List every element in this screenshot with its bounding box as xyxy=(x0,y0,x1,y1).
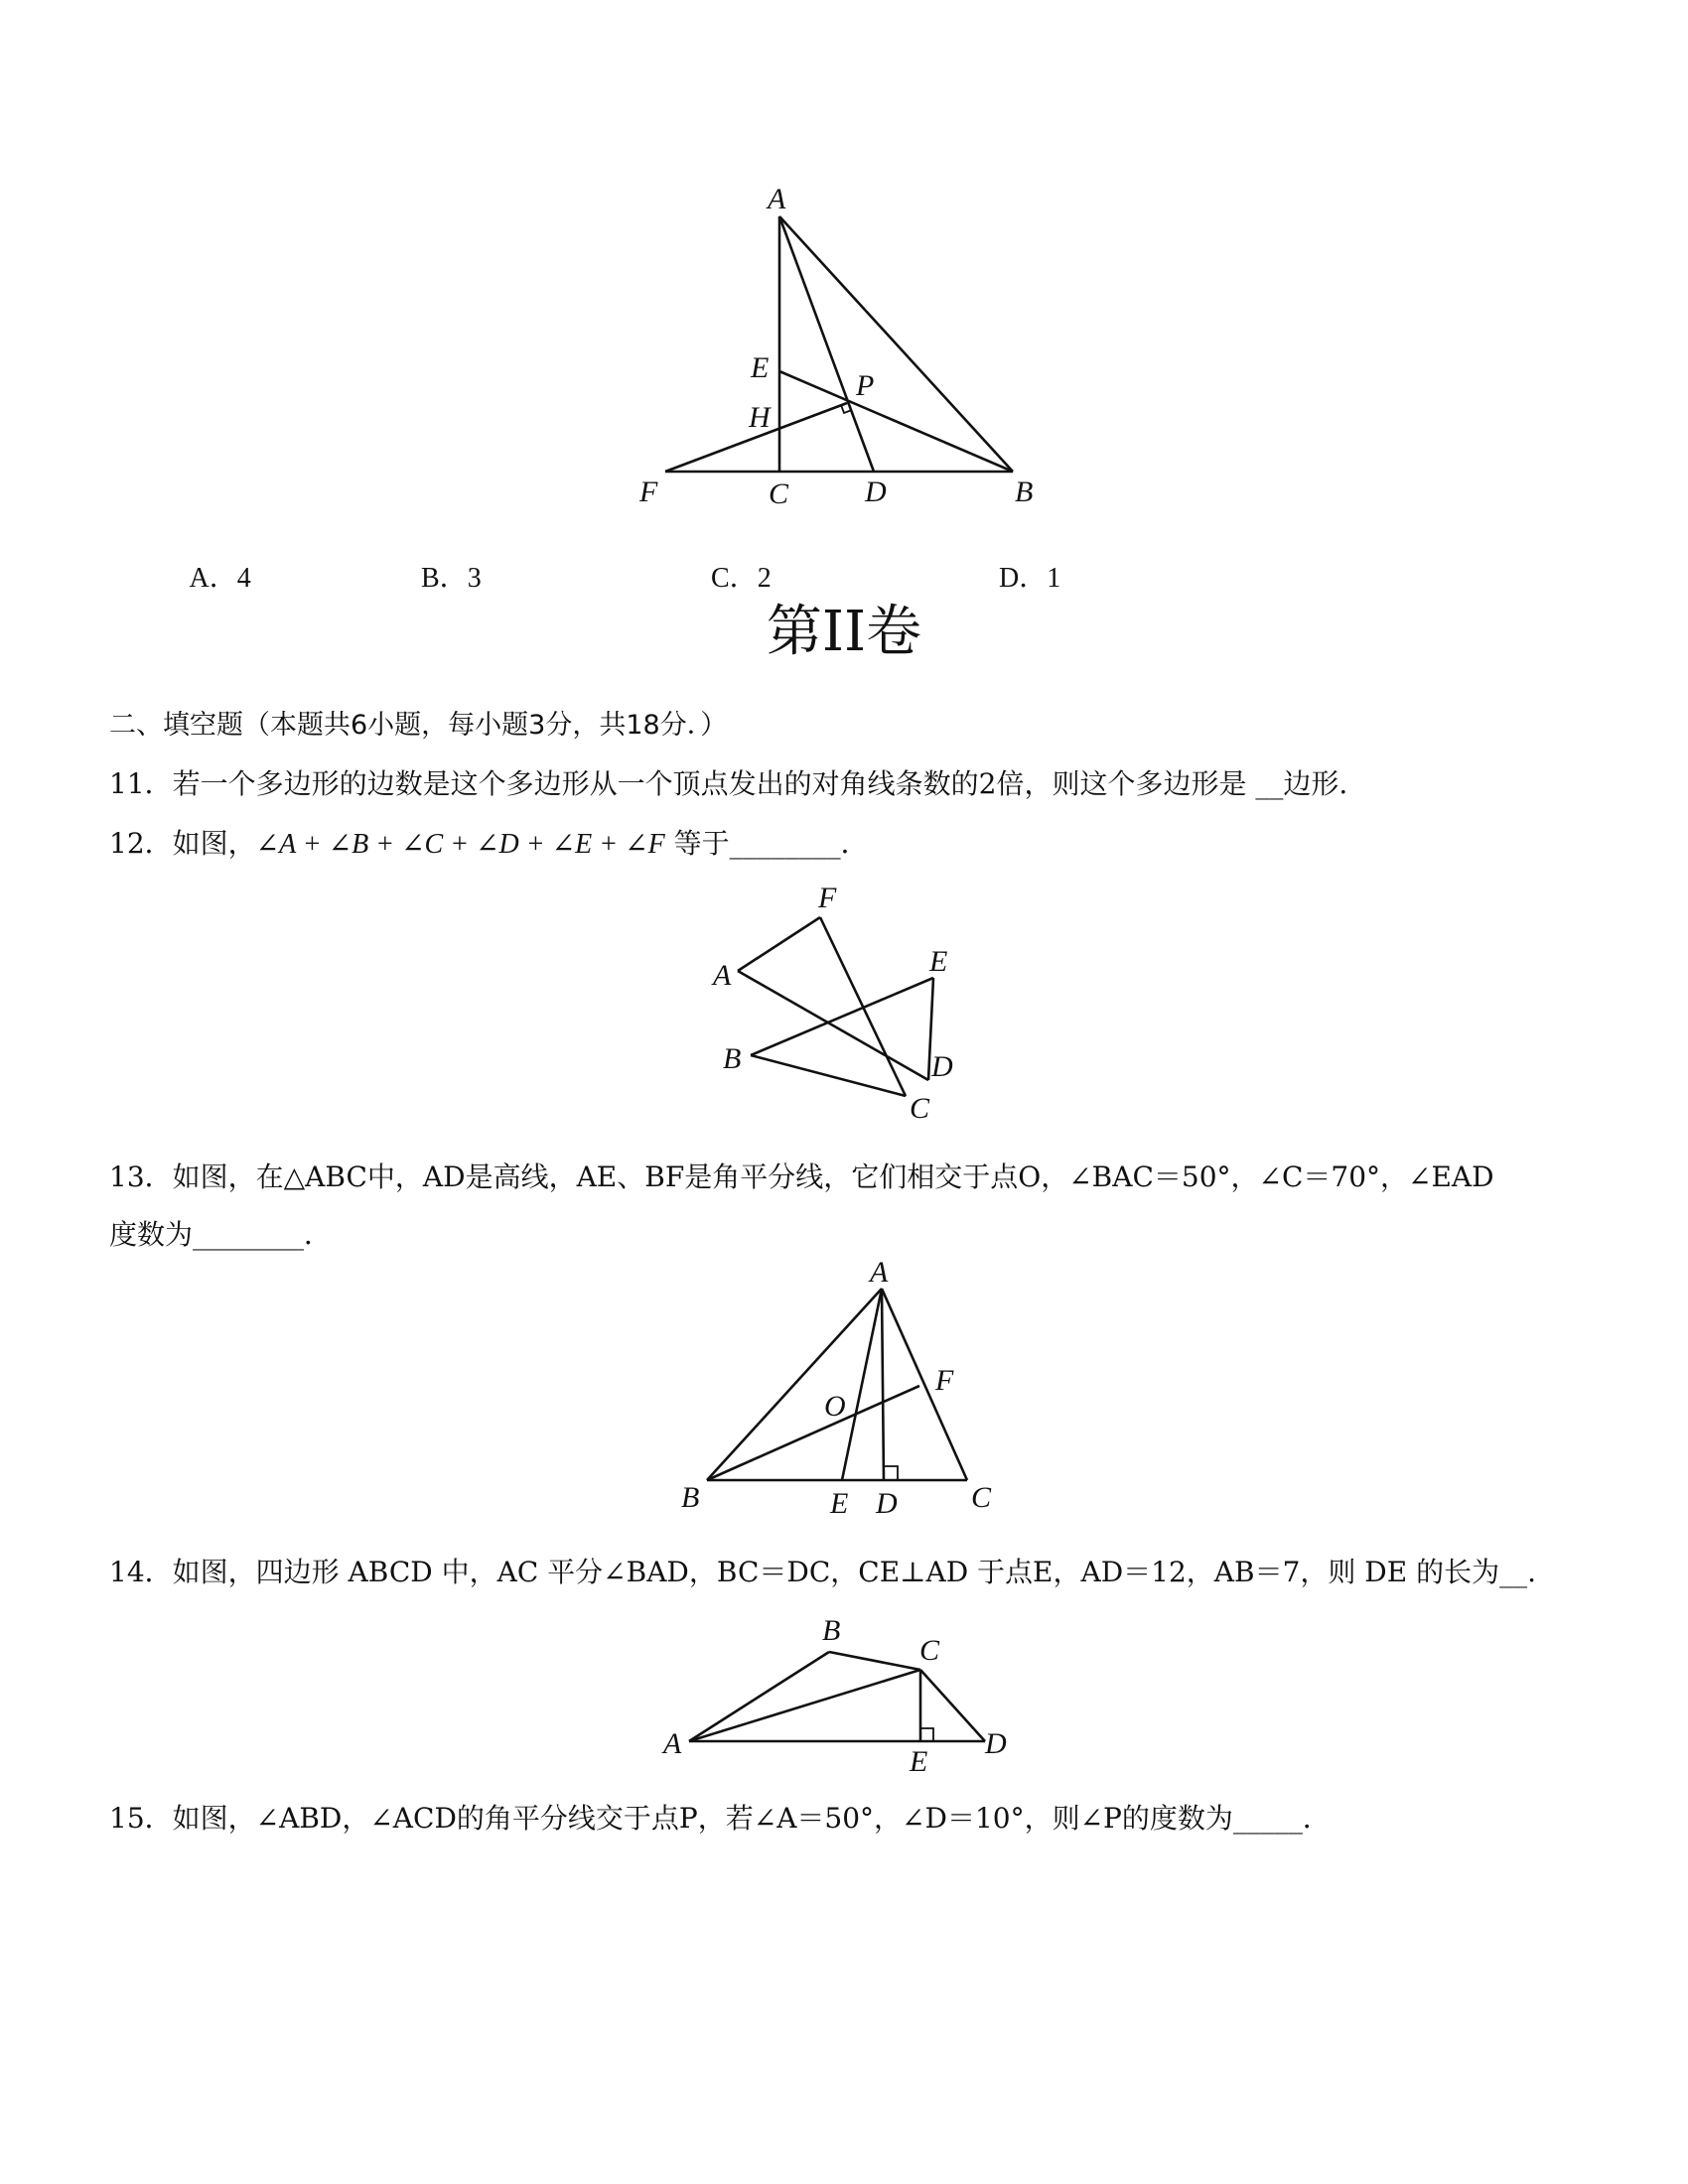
label-O: O xyxy=(824,1390,846,1423)
label-B: B xyxy=(1015,476,1034,508)
label-D: D xyxy=(865,476,887,508)
label-C: C xyxy=(910,1092,930,1122)
label-A: A xyxy=(870,1257,889,1289)
label-F: F xyxy=(639,476,658,508)
label-D: D xyxy=(931,1050,953,1083)
figure-triangle-bisectors xyxy=(675,1257,1013,1525)
label-E: E xyxy=(830,1487,849,1520)
question-number: 13． xyxy=(109,1160,173,1193)
label-C: C xyxy=(769,478,789,510)
question-text: 如图，四边形 ABCD 中，AC 平分∠BAD，BC＝DC，CE⊥AD 于点E，AD＝12，AB＝7，则 DE 的长为__. xyxy=(172,1556,1536,1588)
label-F: F xyxy=(935,1364,954,1397)
question-text: 如图， xyxy=(172,827,256,860)
choice-value: 1 xyxy=(1047,563,1061,594)
label-D: D xyxy=(876,1487,898,1520)
question-12 xyxy=(109,822,869,862)
question-13-line-2 xyxy=(109,1213,332,1253)
choice-letter: A． xyxy=(189,563,237,594)
choice-letter: B． xyxy=(421,563,468,594)
question-text: 如图，∠ABD，∠ACD的角平分线交于点P，若∠A＝50°，∠D＝10°，则∠P的度数为_____． xyxy=(172,1802,1331,1835)
label-P: P xyxy=(856,369,875,402)
volume-title: 第II卷 xyxy=(766,600,922,664)
math-expression: ∠A + ∠B + ∠C + ∠D + ∠E + ∠F xyxy=(255,829,665,860)
question-text: 如图，在△ABC中，AD是高线，AE、BF是角平分线，它们相交于点O，∠BAC＝50°，∠C＝70°，∠EAD xyxy=(172,1160,1494,1193)
choice-value: 4 xyxy=(236,563,251,594)
question-14 xyxy=(109,1551,1536,1590)
choice-letter: D． xyxy=(999,563,1048,594)
question-number: 11． xyxy=(109,767,173,800)
label-B: B xyxy=(723,1042,742,1075)
label-A: A xyxy=(663,1727,682,1760)
label-B: B xyxy=(822,1614,841,1647)
label-C: C xyxy=(919,1634,940,1667)
question-text: 若一个多边形的边数是这个多边形从一个顶点发出的对角线条数的2倍，则这个多边形是 __边形. xyxy=(172,767,1348,800)
label-H: H xyxy=(749,401,771,434)
question-text-post: 等于________． xyxy=(664,827,869,860)
choice-value: 3 xyxy=(467,563,482,594)
figure-quadrilateral-abcd xyxy=(655,1598,1033,1787)
choice-letter: C． xyxy=(711,563,758,594)
question-number: 15． xyxy=(109,1802,173,1835)
label-E: E xyxy=(929,945,948,978)
question-text: 度数为________． xyxy=(109,1218,333,1251)
label-C: C xyxy=(971,1481,992,1514)
label-A: A xyxy=(768,183,786,215)
question-11 xyxy=(109,762,1347,802)
label-E: E xyxy=(751,351,770,384)
label-A: A xyxy=(713,959,732,992)
question-number: 14． xyxy=(109,1556,173,1588)
label-E: E xyxy=(910,1745,928,1778)
label-D: D xyxy=(985,1727,1007,1760)
question-number: 12． xyxy=(109,827,173,860)
section-heading: 二、填空题（本题共6小题，每小题3分，共18分．） xyxy=(109,710,728,741)
label-B: B xyxy=(681,1481,700,1514)
choice-value: 2 xyxy=(757,563,772,594)
figure-triangle-abc-with-p xyxy=(635,179,1072,516)
question-13 xyxy=(109,1156,1494,1195)
figure-star-angles xyxy=(695,874,973,1122)
question-15 xyxy=(109,1797,1331,1837)
label-F: F xyxy=(818,882,837,914)
answer-choices xyxy=(159,524,1450,594)
